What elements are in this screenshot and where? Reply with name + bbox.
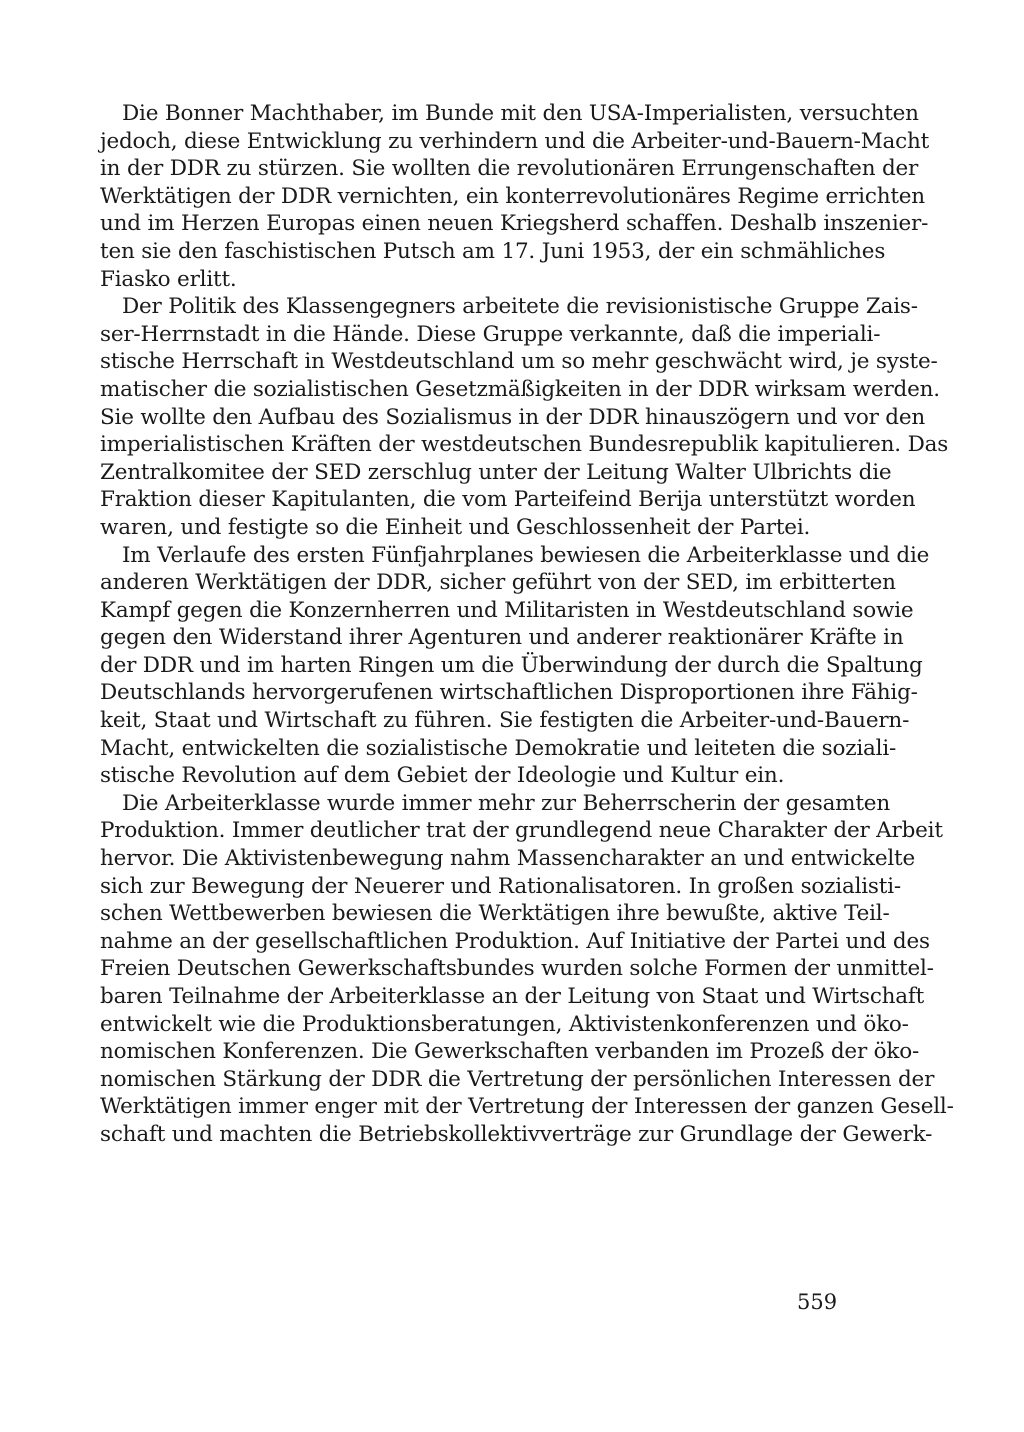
page-number: 559: [797, 1290, 838, 1314]
text-line: nomischen Konferenzen. Die Gewerkschaften verbanden im Prozeß der öko-: [100, 1039, 920, 1065]
text-line: Fraktion dieser Kapitulanten, die vom Parteifeind Berija unterstützt worden: [100, 487, 916, 513]
text-line: Deutschlands hervorgerufenen wirtschaftlichen Disproportionen ihre Fähig-: [100, 680, 918, 706]
text-line: nomischen Stärkung der DDR die Vertretung der persönlichen Interessen der: [100, 1066, 935, 1092]
text-line: Die Bonner Machthaber, im Bunde mit den USA-Imperialisten, versuchten: [122, 101, 919, 126]
text-line: hervor. Die Aktivistenbewegung nahm Massencharakter an und entwickelte: [100, 846, 916, 872]
text-line: waren, und festigte so die Einheit und Geschlossenheit der Partei.: [100, 514, 811, 540]
text-line: sich zur Bewegung der Neuerer und Rationalisatoren. In großen sozialisti-: [100, 873, 901, 899]
text-line: keit, Staat und Wirtschaft zu führen. Sie festigten die Arbeiter-und-Bauern-: [100, 708, 910, 734]
text-line: Macht, entwickelten die sozialistische Demokratie und leiteten die soziali-: [100, 735, 897, 761]
text-line: baren Teilnahme der Arbeiterklasse an der Leitung von Staat und Wirtschaft: [100, 984, 925, 1009]
paragraph: [100, 790, 954, 1149]
text-line: imperialistischen Kräften der westdeutschen Bundesrepublik kapitulieren. Das: [100, 432, 949, 458]
text-line: anderen Werktätigen der DDR, sicher geführt von der SED, im erbitterten: [100, 570, 896, 596]
body-text: [100, 100, 954, 1149]
paragraph: [100, 293, 949, 541]
text-line: Im Verlaufe des ersten Fünfjahrplanes bewiesen die Arbeiterklasse und die: [122, 542, 930, 568]
text-line: stische Revolution auf dem Gebiet der Ideologie und Kultur ein.: [100, 763, 785, 789]
text-line: Werktätigen der DDR vernichten, ein konterrevolutionäres Regime errichten: [100, 183, 925, 209]
text-line: nahme an der gesellschaftlichen Produktion. Auf Initiative der Partei und des: [100, 928, 930, 954]
text-line: schen Wettbewerben bewiesen die Werktätigen ihre bewußte, aktive Teil-: [100, 901, 890, 927]
text-line: Fiasko erlitt.: [100, 266, 237, 292]
text-line: Kampf gegen die Konzernherren und Militaristen in Westdeutschland sowie: [100, 597, 914, 623]
text-line: ten sie den faschistischen Putsch am 17. Juni 1953, der ein schmähliches: [100, 238, 886, 264]
text-line: gegen den Widerstand ihrer Agenturen und anderer reaktionärer Kräfte in: [100, 625, 904, 651]
text-line: stische Herrschaft in Westdeutschland um so mehr geschwächt wird, je syste-: [100, 349, 938, 375]
text-line: Zentralkomitee der SED zerschlug unter der Leitung Walter Ulbrichts die: [100, 459, 892, 485]
text-line: entwickelt wie die Produktionsberatungen, Aktivistenkonferenzen und öko-: [100, 1011, 909, 1037]
text-line: Produktion. Immer deutlicher trat der grundlegend neue Charakter der Arbeit: [100, 818, 943, 844]
text-line: in der DDR zu stürzen. Sie wollten die revolutionären Errungenschaften der: [100, 156, 919, 182]
paragraph: [100, 100, 930, 293]
text-line: schaft und machten die Betriebskollektivverträge zur Grundlage der Gewerk-: [100, 1121, 933, 1147]
text-line: matischer die sozialistischen Gesetzmäßigkeiten in der DDR wirksam werden.: [100, 376, 940, 402]
text-line: der DDR und im harten Ringen um die Überwindung der durch die Spaltung: [100, 652, 923, 678]
text-line: und im Herzen Europas einen neuen Kriegsherd schaffen. Deshalb inszenier-: [100, 211, 929, 237]
text-line: Freien Deutschen Gewerkschaftsbundes wurden solche Formen der unmittel-: [100, 956, 934, 982]
text-line: jedoch, diese Entwicklung zu verhindern und die Arbeiter-und-Bauern-Macht: [100, 128, 930, 154]
text-line: Sie wollte den Aufbau des Sozialismus in der DDR hinauszögern und vor den: [100, 404, 926, 430]
text-line: ser-Herrnstadt in die Hände. Diese Gruppe verkannte, daß die imperiali-: [100, 321, 881, 347]
text-line: Die Arbeiterklasse wurde immer mehr zur Beherrscherin der gesamten: [122, 790, 890, 816]
text-line: Der Politik des Klassengegners arbeitete die revisionistische Gruppe Zais-: [122, 294, 918, 320]
paragraph: [100, 542, 930, 790]
text-line: Werktätigen immer enger mit der Vertretung der Interessen der ganzen Gesell-: [100, 1094, 954, 1120]
